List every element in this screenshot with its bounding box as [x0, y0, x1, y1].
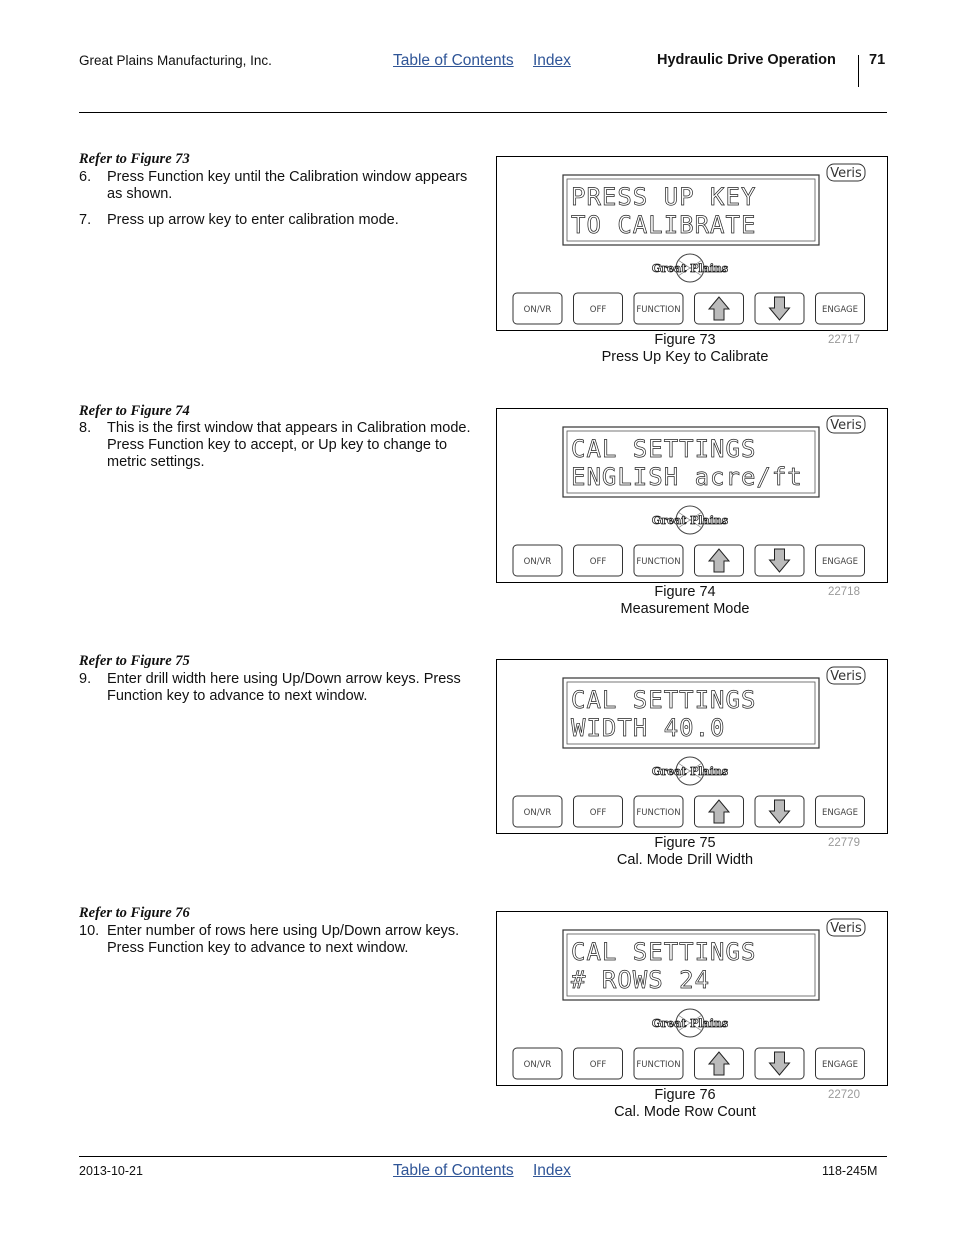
header-rule [79, 112, 887, 113]
lcd-display [563, 175, 819, 245]
figure-number: Figure 74 [654, 584, 716, 600]
footer-toc-link[interactable]: Table of Contents [393, 1162, 514, 1179]
footer-doc-number: 118-245M [822, 1164, 878, 1178]
logo-text: Great Plains [651, 1017, 729, 1030]
off-button-label: OFF [589, 557, 607, 567]
header-divider [858, 55, 859, 87]
engage-button[interactable] [816, 293, 865, 324]
figure-title: Cal. Mode Drill Width [616, 852, 754, 868]
logo-text: Great Plains [651, 765, 729, 778]
veris-label: Veris [830, 166, 862, 181]
figure-reference: Refer to Figure 73 [79, 151, 190, 167]
lcd-line-2: ENGLISH acre/ft [571, 463, 803, 491]
veris-label: Veris [830, 418, 862, 433]
step-number: 9. [79, 671, 92, 687]
great-plains-logo [652, 1009, 728, 1037]
step-text: Press up arrow key to enter calibration mode. [107, 212, 399, 228]
figure-id: 22718 [828, 586, 860, 598]
controller-diagram [497, 912, 887, 1085]
controller-diagram [497, 157, 887, 330]
figure-caption [560, 835, 810, 869]
step-number: 6. [79, 169, 92, 185]
figure-panel [496, 156, 888, 331]
figure-id: 22779 [828, 837, 860, 849]
engage-button[interactable] [816, 545, 865, 576]
figure-number: Figure 76 [654, 1087, 716, 1103]
figure-caption [560, 584, 810, 618]
on-vr-button-label: ON/VR [523, 557, 552, 567]
function-button-label: FUNCTION [636, 808, 681, 818]
step-text: Press Function key until the Calibration window appears as shown. [107, 169, 468, 202]
down-arrow-button[interactable] [755, 1048, 804, 1079]
up-arrow-button[interactable] [695, 293, 744, 324]
lcd-line-2: # ROWS 24 [571, 966, 711, 994]
step-item [79, 212, 479, 229]
function-button-label: FUNCTION [636, 557, 681, 567]
figure-reference: Refer to Figure 74 [79, 403, 190, 419]
lcd-display [563, 427, 819, 497]
function-button[interactable] [634, 1048, 683, 1079]
figure-caption [560, 332, 810, 366]
function-button-label: FUNCTION [636, 305, 681, 315]
lcd-line-1: PRESS UP KEY [571, 183, 757, 211]
engage-button-label: ENGAGE [822, 808, 858, 818]
step-number: 7. [79, 212, 92, 228]
section-title: Hydraulic Drive Operation [657, 52, 836, 68]
company-name: Great Plains Manufacturing, Inc. [79, 53, 272, 68]
header-index-link[interactable]: Index [533, 52, 571, 69]
step-item [79, 169, 479, 203]
engage-button[interactable] [816, 1048, 865, 1079]
figure-caption [560, 1087, 810, 1121]
figure-title: Measurement Mode [620, 601, 750, 617]
step-text: Enter number of rows here using Up/Down arrow keys. Press Function key to advance to next window. [107, 923, 460, 956]
engage-button-label: ENGAGE [822, 557, 858, 567]
off-button[interactable] [574, 796, 623, 827]
veris-badge [827, 164, 865, 181]
veris-label: Veris [830, 921, 862, 936]
engage-button[interactable] [816, 796, 865, 827]
lcd-display [563, 678, 819, 748]
lcd-line-2: WIDTH 40.0 [571, 714, 726, 742]
logo-text: Great Plains [651, 262, 729, 275]
step-number: 8. [79, 420, 92, 436]
figure-title: Cal. Mode Row Count [614, 1104, 756, 1120]
controller-diagram [497, 660, 887, 833]
figure-panel [496, 408, 888, 583]
great-plains-logo [652, 254, 728, 282]
great-plains-logo [652, 506, 728, 534]
on-vr-button-label: ON/VR [523, 808, 552, 818]
on-vr-button[interactable] [513, 293, 562, 324]
footer-rule [79, 1156, 887, 1157]
page-number: 71 [869, 52, 886, 68]
lcd-line-1: CAL SETTINGS [571, 938, 757, 966]
on-vr-button[interactable] [513, 1048, 562, 1079]
function-button[interactable] [634, 796, 683, 827]
off-button-label: OFF [589, 808, 607, 818]
step-item [79, 671, 479, 705]
veris-badge [827, 919, 865, 936]
veris-badge [827, 667, 865, 684]
step-text: This is the first window that appears in Calibration mode. Press Function key to accept, or Up key to change to metric settings. [107, 420, 471, 470]
footer-date: 2013-10-21 [79, 1164, 143, 1178]
figure-id: 22717 [828, 334, 860, 346]
on-vr-button-label: ON/VR [523, 305, 552, 315]
figure-title: Press Up Key to Calibrate [601, 349, 769, 365]
step-item [79, 420, 479, 471]
figure-number: Figure 73 [654, 332, 716, 348]
engage-button-label: ENGAGE [822, 1060, 858, 1070]
off-button[interactable] [574, 545, 623, 576]
function-button-label: FUNCTION [636, 1060, 681, 1070]
great-plains-logo [652, 757, 728, 785]
veris-badge [827, 416, 865, 433]
off-button-label: OFF [589, 305, 607, 315]
lcd-line-2: TO CALIBRATE [571, 211, 757, 239]
off-button[interactable] [574, 293, 623, 324]
function-button[interactable] [634, 545, 683, 576]
function-button[interactable] [634, 293, 683, 324]
controller-diagram [497, 409, 887, 582]
figure-id: 22720 [828, 1089, 860, 1101]
engage-button-label: ENGAGE [822, 305, 858, 315]
down-arrow-button[interactable] [755, 293, 804, 324]
veris-label: Veris [830, 669, 862, 684]
down-arrow-button[interactable] [755, 545, 804, 576]
header-toc-link[interactable]: Table of Contents [393, 52, 514, 69]
logo-text: Great Plains [651, 514, 729, 527]
on-vr-button-label: ON/VR [523, 1060, 552, 1070]
off-button-label: OFF [589, 1060, 607, 1070]
step-number: 10. [79, 923, 100, 939]
figure-panel [496, 659, 888, 834]
lcd-line-1: CAL SETTINGS [571, 686, 757, 714]
figure-reference: Refer to Figure 75 [79, 653, 190, 669]
figure-reference: Refer to Figure 76 [79, 905, 190, 921]
up-arrow-button[interactable] [695, 1048, 744, 1079]
lcd-line-1: CAL SETTINGS [571, 435, 757, 463]
on-vr-button[interactable] [513, 545, 562, 576]
on-vr-button[interactable] [513, 796, 562, 827]
up-arrow-button[interactable] [695, 796, 744, 827]
figure-panel [496, 911, 888, 1086]
down-arrow-button[interactable] [755, 796, 804, 827]
step-text: Enter drill width here using Up/Down arrow keys. Press Function key to advance to next window. [107, 671, 461, 704]
figure-number: Figure 75 [654, 835, 716, 851]
step-item [79, 923, 479, 957]
footer-index-link[interactable]: Index [533, 1162, 571, 1179]
up-arrow-button[interactable] [695, 545, 744, 576]
off-button[interactable] [574, 1048, 623, 1079]
lcd-display [563, 930, 819, 1000]
